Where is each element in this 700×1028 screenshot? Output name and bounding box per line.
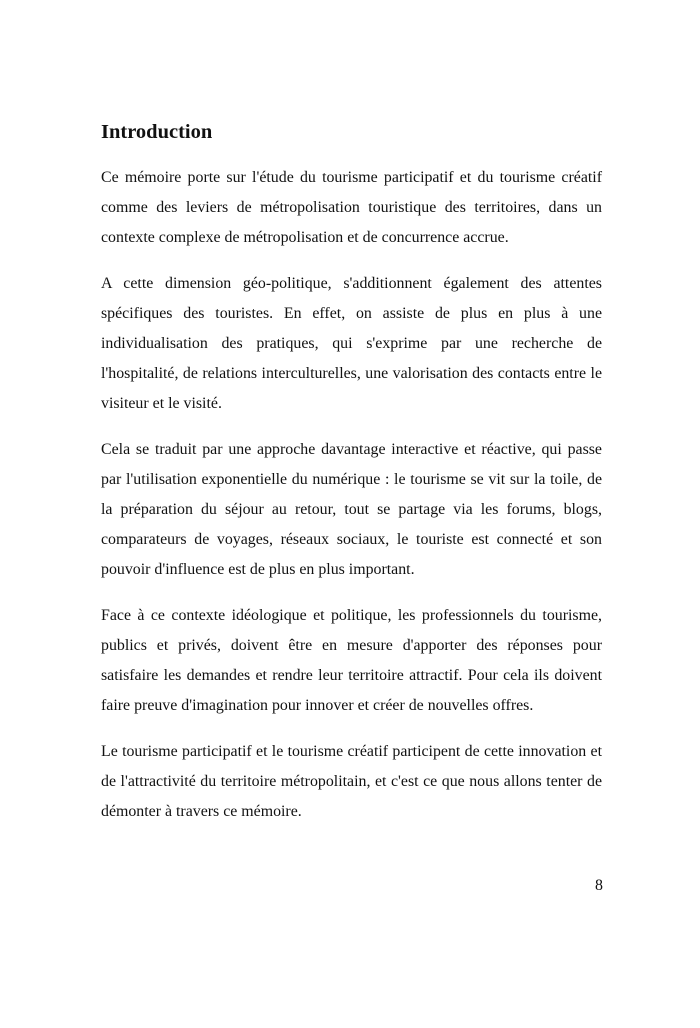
paragraph-3: Cela se traduit par une approche davantage interactive et réactive, qui passe par l'utilisation exponentielle du numérique : le tourisme se vit sur la toile, de la préparation du séjour au retour, tout se partage via les forums, blogs, comparateurs de voyages, réseaux sociaux, le touriste est connecté et son pouvoir d'influence est de plus en plus important. <box>101 441 602 578</box>
paragraph-4: Face à ce contexte idéologique et politique, les professionnels du tourisme, publics et privés, doivent être en mesure d'apporter des réponses pour satisfaire les demandes et rendre leur territoire attractif. Pour cela ils doivent faire preuve d'imagination pour innover et créer de nouvelles offres. <box>101 607 602 714</box>
paragraph-1: Ce mémoire porte sur l'étude du tourisme participatif et du tourisme créatif comme des leviers de métropolisation touristique des territoires, dans un contexte complexe de métropolisation et de concurrence accrue. <box>101 169 602 246</box>
page-number: 8 <box>595 877 603 894</box>
paragraph-2: A cette dimension géo-politique, s'additionnent également des attentes spécifiques des touristes. En effet, on assiste de plus en plus à une individualisation des pratiques, qui s'exprime par une recherche de l'hospitalité, de relations interculturelles, une valorisation des contacts entre le visiteur et le visité. <box>101 275 602 412</box>
body-text <box>101 163 602 843</box>
section-heading: Introduction <box>101 121 213 143</box>
paragraph-5: Le tourisme participatif et le tourisme créatif participent de cette innovation et de l'attractivité du territoire métropolitain, et c'est ce que nous allons tenter de démonter à travers ce mémoire. <box>101 743 602 820</box>
